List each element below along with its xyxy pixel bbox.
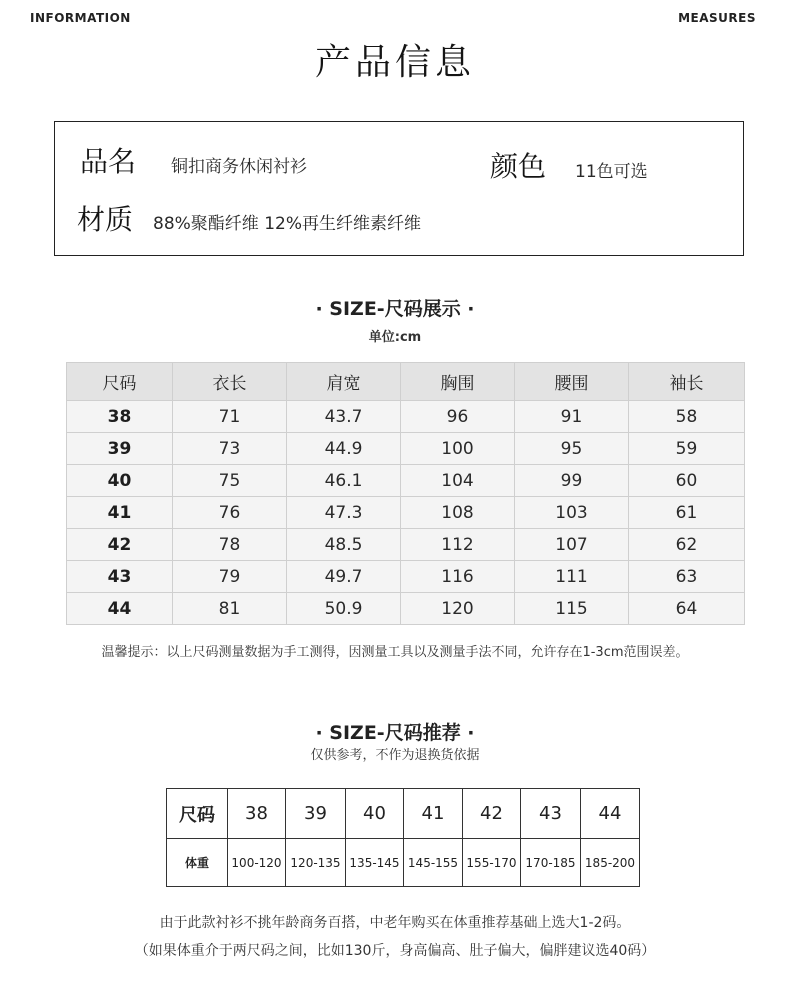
size-chart-title: · SIZE-尺码展示 · [315,298,475,320]
table-cell: 61 [629,497,745,529]
table-cell: 73 [173,433,287,465]
name-value: 铜扣商务休闲衬衫 [171,157,307,177]
table-cell: 60 [629,465,745,497]
recommend-size-cell: 38 [228,789,286,839]
table-cell: 44 [67,593,173,625]
table-row [67,593,745,625]
col-header-sleeve: 袖长 [629,363,745,401]
header-right-label: MEASURES [678,11,756,25]
measurement-note: 温馨提示：以上尺码测量数据为手工测得，因测量工具以及测量手法不同，允许存在1-3cm范围误差。 [101,645,689,660]
table-row [67,465,745,497]
recommend-weight-cell: 135-145 [346,839,404,887]
recommend-weight-cell: 170-185 [521,839,581,887]
table-row [67,497,745,529]
page-title: 产品信息 [314,42,475,83]
table-cell: 47.3 [287,497,401,529]
table-cell: 38 [67,401,173,433]
table-cell: 64 [629,593,745,625]
table-cell: 120 [401,593,515,625]
material-label: 材质 [77,203,134,236]
size-chart-table [66,362,745,625]
recommend-weight-row [167,839,640,887]
col-header-chest: 胸围 [401,363,515,401]
table-cell: 91 [515,401,629,433]
table-cell: 95 [515,433,629,465]
footnote-1: 由于此款衬衫不挑年龄商务百搭，中老年购买在体重推荐基础上选大1-2码。 [159,915,631,931]
table-row [67,529,745,561]
recommend-size-label: 尺码 [167,789,228,839]
recommend-weight-label: 体重 [167,839,228,887]
recommend-size-cell: 41 [404,789,463,839]
footnote-2: （如果体重介于两尺码之间，比如130斤，身高偏高、肚子偏大，偏胖建议选40码） [134,943,656,959]
recommend-size-cell: 39 [286,789,346,839]
color-value: 11色可选 [575,162,648,182]
material-value: 88%聚酯纤维 12%再生纤维素纤维 [153,214,421,234]
table-cell: 112 [401,529,515,561]
product-info-box [54,121,744,256]
recommend-weight-cell: 120-135 [286,839,346,887]
table-cell: 78 [173,529,287,561]
table-cell: 48.5 [287,529,401,561]
table-cell: 81 [173,593,287,625]
table-row [67,401,745,433]
table-cell: 107 [515,529,629,561]
col-header-size: 尺码 [67,363,173,401]
recommend-table [166,788,640,887]
col-header-shoulder: 肩宽 [287,363,401,401]
recommend-subtitle: 仅供参考，不作为退换货依据 [310,748,480,763]
table-cell: 99 [515,465,629,497]
table-cell: 50.9 [287,593,401,625]
table-cell: 39 [67,433,173,465]
table-cell: 71 [173,401,287,433]
col-header-waist: 腰围 [515,363,629,401]
table-cell: 103 [515,497,629,529]
col-header-length: 衣长 [173,363,287,401]
recommend-weight-cell: 145-155 [404,839,463,887]
size-chart-unit: 单位:cm [368,330,422,345]
table-cell: 40 [67,465,173,497]
recommend-size-row [167,789,640,839]
table-cell: 49.7 [287,561,401,593]
table-cell: 116 [401,561,515,593]
table-cell: 46.1 [287,465,401,497]
table-cell: 43 [67,561,173,593]
recommend-weight-cell: 155-170 [463,839,521,887]
recommend-weight-cell: 185-200 [581,839,640,887]
table-cell: 108 [401,497,515,529]
table-cell: 76 [173,497,287,529]
color-label: 颜色 [490,150,547,183]
table-row [67,433,745,465]
table-cell: 96 [401,401,515,433]
recommend-size-cell: 42 [463,789,521,839]
table-cell: 59 [629,433,745,465]
table-cell: 63 [629,561,745,593]
table-cell: 75 [173,465,287,497]
table-cell: 104 [401,465,515,497]
recommend-weight-cell: 100-120 [228,839,286,887]
table-cell: 100 [401,433,515,465]
table-row [67,561,745,593]
table-cell: 115 [515,593,629,625]
recommend-title: · SIZE-尺码推荐 · [315,722,475,744]
size-chart-header-row [67,363,745,401]
name-label: 品名 [80,145,137,178]
table-cell: 42 [67,529,173,561]
table-cell: 111 [515,561,629,593]
table-cell: 58 [629,401,745,433]
table-cell: 41 [67,497,173,529]
table-cell: 43.7 [287,401,401,433]
header-left-label: INFORMATION [30,11,131,25]
recommend-size-cell: 43 [521,789,581,839]
table-cell: 62 [629,529,745,561]
recommend-size-cell: 40 [346,789,404,839]
table-cell: 79 [173,561,287,593]
table-cell: 44.9 [287,433,401,465]
recommend-size-cell: 44 [581,789,640,839]
